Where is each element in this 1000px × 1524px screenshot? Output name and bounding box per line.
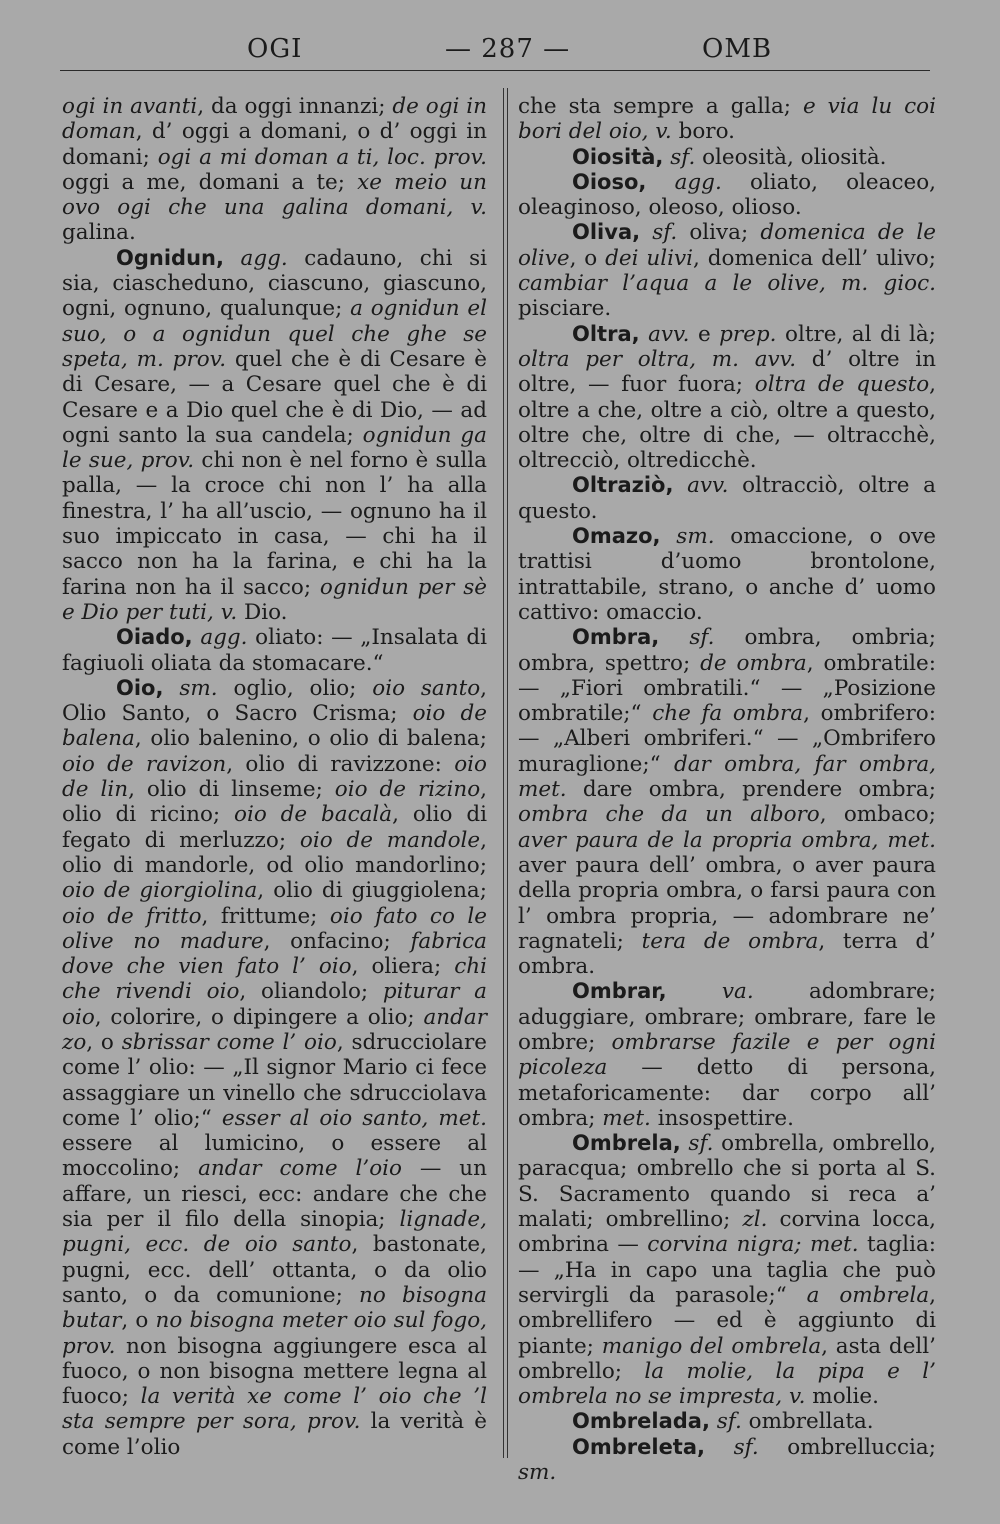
dictionary-entry: Ombreleta, sf. ombrelluccia; sm. <box>518 1434 936 1486</box>
dictionary-entry: Oltraziò, avv. oltracciò, oltre a questo. <box>518 473 936 524</box>
headword: Oltraziò, <box>572 473 674 498</box>
headword: Oliva, <box>572 220 641 245</box>
headword: Oiado, <box>116 625 193 650</box>
entry-continuation: ogi in avanti, da oggi innanzi; de ogi in doman, d’ oggi a domani, o d’ oggi in domani; ogi a mi doman a ti, loc. prov. oggi a me, domani a te; xe meio un ovo ogi che una galina domani, v. galina. <box>62 94 487 246</box>
dictionary-entry: Ombrar, va. adombrare; aduggiare, ombrare; ombrare, fare le ombre; ombrarse fazile e per ogni picoleza — detto di persona, metaforicamente: dar corpo all’ ombra; met. insospettire. <box>518 979 936 1131</box>
right-column <box>518 94 936 1485</box>
headword: Oltra, <box>572 321 640 346</box>
dictionary-entry: Oio, sm. oglio, olio; oio santo, Olio Santo, o Sacro Crisma; oio de balena, olio balenino, o olio di balena; oio de ravizon, olio di ravizzone: oio de lin, olio di linseme; oio de rizino, olio di ricino; oio de bacalà, olio di fegato di merluzzo; oio de mandole, olio di mandorle, od olio mandorlino; oio de giorgiolina, olio di giuggiolena; oio de fritto, frittume; oio fato co le olive no madure, onfacino; fabrica dove che vien fato l’ oio, oliera; chi che rivendi oio, oliandolo; piturar a oio, colorire, o dipingere a olio; andar zo, o sbrissar come l’ oio, sdrucciolare come l’ olio: — „Il signor Mario ci fece assaggiare un vinello che sdrucciolava come l’ olio;“ esser al oio santo, met. essere al lumicino, o essere al moccolino; andar come l’oio — un affare, un riesci, ecc: andare che che sia per il filo della sinopia; lignade, pugni, ecc. de oio santo, bastonate, pugni, ecc. dell’ ottanta, o da olio santo, o da comunione; no bisogna butar, o no bisogna meter oio sul fogo, prov. non bisogna aggiungere esca al fuoco, o non bisogna mettere legna al fuoco; la verità xe come l’ oio che ’l sta sempre per sora, prov. la verità è come l’olio <box>62 675 488 1460</box>
headword: Ombra, <box>572 625 660 650</box>
headword: Ombreleta, <box>572 1434 705 1459</box>
headword: Ombrelada, <box>572 1409 710 1434</box>
page-header <box>60 30 930 71</box>
headword: Oioso, <box>572 169 647 194</box>
headword: Oiosità, <box>572 144 664 169</box>
column-divider <box>503 88 508 1458</box>
dictionary-entry: Ombrelada, sf. ombrellata. <box>572 1409 874 1435</box>
dictionary-entry: Ognidun, agg. cadauno, chi si sia, ciascheduno, ciascuno, giascuno, ogni, ognuno, qualunque; a ognidun el suo, o a ognidun quel che ghe se speta, m. prov. quel che è di Cesare è di Cesare, — a Cesare quel che è di Cesare e a Dio quel che è di Dio, — ad ogni santo la sua candela; ognidun ga le sue, prov. chi non è nel forno è sulla palla, — la croce chi non l’ ha alla finestra, l’ ha all’uscio, — ognuno ha il suo impiccato in casa, — chi ha il sacco non ha la farina, e chi ha la farina non ha il sacco; ognidun per sè e Dio per tuti, v. Dio. <box>62 245 488 625</box>
headword: Ombrar, <box>572 979 667 1004</box>
headword: Omazo, <box>572 524 661 549</box>
dictionary-entry: Ombra, sf. ombra, ombria; ombra, spettro; de ombra, ombratile: — „Fiori ombratili.“ — „Posizione ombratile;“ che fa ombra, ombrifero: — „Alberi ombriferi.“ — „Ombrifero muraglione;“ dar ombra, far ombra, met. dare ombra, prendere ombra; ombra che da un alboro, ombaco; aver paura de la propria ombra, met. aver paura dell’ ombra, o aver paura della propria ombra, o farsi paura con l’ ombra propria, — adombrare ne’ ragnateli; tera de ombra, terra d’ ombra. <box>518 625 936 980</box>
dictionary-entry: Oiosità, sf. oleosità, oliosità. <box>572 144 887 170</box>
headword: Ombrela, <box>572 1131 681 1156</box>
dictionary-entry: Omazo, sm. omaccione, o ove trattisi d’uomo brontolone, intrattabile, strano, o anche d’ uomo cattivo: omaccio. <box>518 524 936 625</box>
dictionary-entry: Oltra, avv. e prep. oltre, al di là; oltra per oltra, m. avv. d’ oltre in oltre, — fuor fuora; oltra de questo, oltre a che, oltre a ciò, oltre a questo, oltre che, oltre di che, — oltracchè, oltrecciò, oltredicchè. <box>518 321 937 474</box>
header-right-word: OMB <box>702 34 773 64</box>
dictionary-entry: Oioso, agg. oliato, oleaceo, oleaginoso, oleoso, olioso. <box>518 169 936 221</box>
header-left-word: OGI <box>247 34 303 64</box>
dictionary-entry: Ombrela, sf. ombrella, ombrello, paracqua; ombrello che si porta al S. S. Sacramento quando si reca a’ malati; ombrellino; zl. corvina locca, ombrina — corvina nigra; met. taglia: — „Ha in capo una taglia che può servirgli da parasole;“ a ombrela, ombrellifero — ed è aggiunto di piante; manigo del ombrela, asta dell’ ombrello; la molie, la pipa e l’ ombrela no se impresta, v. molie. <box>518 1131 937 1410</box>
dictionary-entry: Oiado, agg. oliato: — „Insalata di fagiuoli oliata da stomacare.“ <box>62 625 487 676</box>
headword: Ognidun, <box>116 245 224 270</box>
dictionary-entry: Oliva, sf. oliva; domenica de le olive, o dei ulivi, domenica dell’ ulivo; cambiar l’aqua a le olive, m. gioc. pisciare. <box>518 220 937 322</box>
page-number: — 287 — <box>445 34 571 64</box>
entry-continuation: che sta sempre a galla; e via lu coi bori del oio, v. boro. <box>518 94 936 145</box>
headword: Oio, <box>116 675 164 700</box>
left-column <box>62 94 487 1460</box>
